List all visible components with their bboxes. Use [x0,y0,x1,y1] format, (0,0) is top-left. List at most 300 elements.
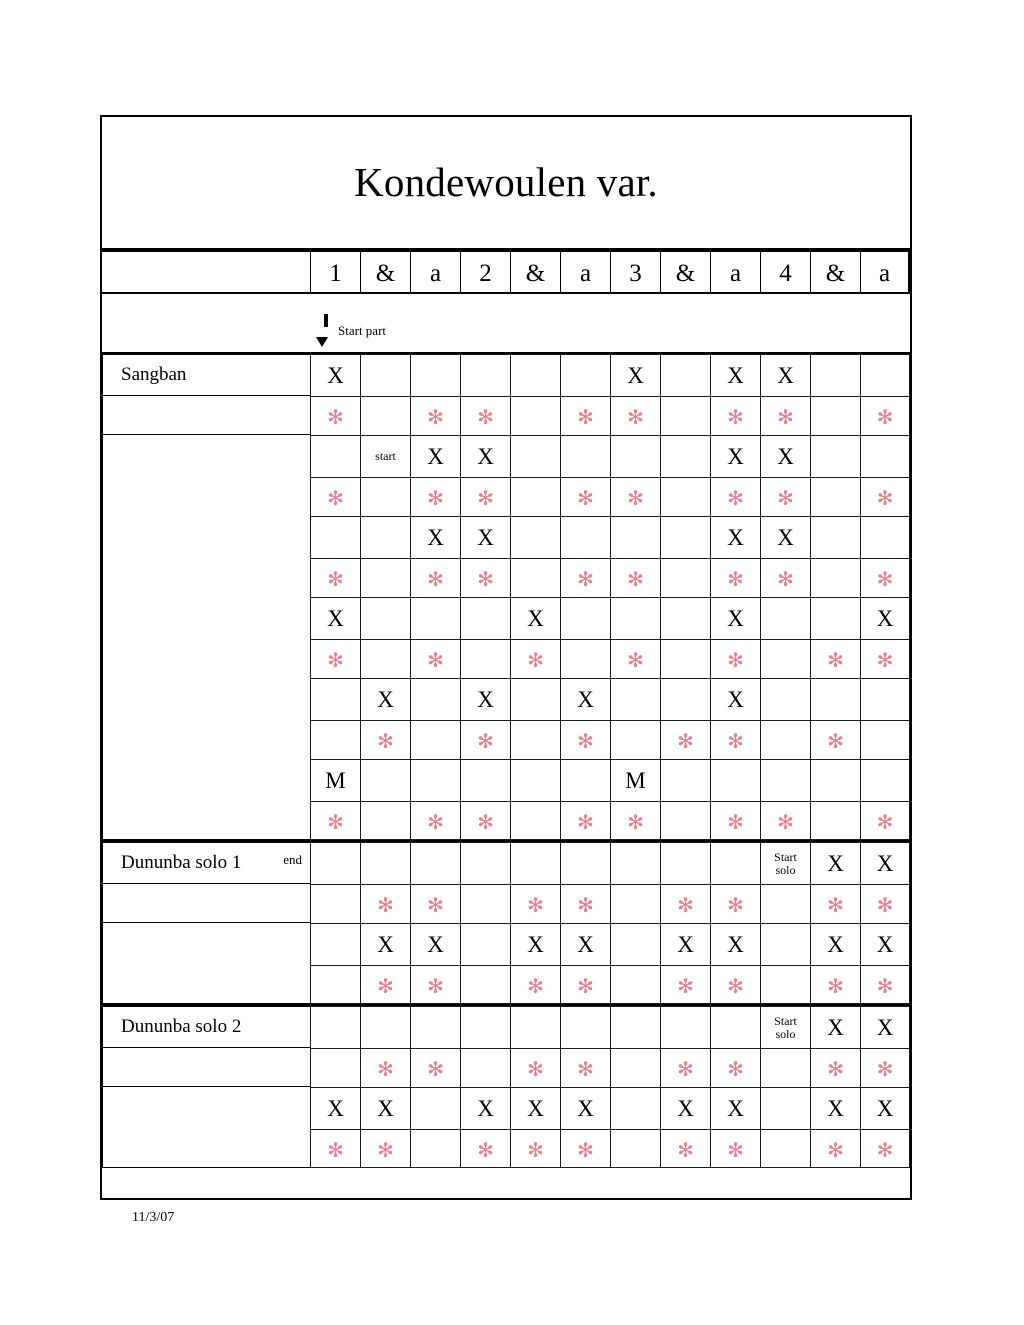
empty-cell [860,759,910,801]
empty-cell [410,720,460,759]
empty-cell [310,678,360,720]
hit-mark: X [727,363,744,388]
asterisk-mark: ✻ [577,975,594,998]
empty-cell [760,1087,810,1129]
hit-cell [460,516,510,558]
muted-mark: M [325,768,346,793]
hit-cell [860,1087,910,1129]
asterisk-mark: ✻ [477,811,494,834]
empty-cell [610,597,660,639]
asterisk-cell [360,720,410,759]
asterisk-cell [410,477,460,516]
asterisk-mark: ✻ [577,407,594,429]
hit-mark: X [577,1096,594,1121]
asterisk-mark: ✻ [827,1139,844,1162]
start-solo-line-1: Start [774,849,797,864]
asterisk-mark: ✻ [677,1059,694,1081]
asterisk-cell [460,477,510,516]
asterisk-cell [610,396,660,435]
empty-cell [760,759,810,801]
empty-cell [810,435,860,477]
beat-header-cells [310,250,910,294]
asterisk-mark: ✻ [777,407,794,429]
asterisk-mark: ✻ [727,407,744,429]
empty-cell [560,435,610,477]
asterisk-mark: ✻ [477,1139,494,1162]
empty-cell [510,842,560,884]
empty-cell [660,639,710,678]
empty-cell [860,720,910,759]
empty-cell [560,1006,610,1048]
empty-cell [560,354,610,396]
asterisk-cell [860,965,910,1004]
hit-cell [360,923,410,965]
start-note-cell [360,435,410,477]
empty-cell [610,1087,660,1129]
empty-cell [310,842,360,884]
asterisk-mark: ✻ [727,975,744,998]
empty-cell [360,639,410,678]
hit-mark: X [377,687,394,712]
asterisk-cell [560,965,610,1004]
hit-cell [710,435,760,477]
empty-cell [360,558,410,597]
asterisk-cell [560,1048,610,1087]
empty-cell [360,759,410,801]
asterisk-mark: ✻ [427,650,444,672]
muted-mark: M [625,768,646,793]
empty-cell [560,759,610,801]
empty-cell [660,842,710,884]
asterisk-cell [860,1129,910,1168]
asterisk-mark: ✻ [677,895,694,917]
asterisk-cell [760,801,810,840]
asterisk-cell [560,884,610,923]
empty-cell [360,396,410,435]
section-rows [310,923,910,1004]
asterisk-mark: ✻ [677,731,694,753]
asterisk-mark: ✻ [876,650,894,672]
asterisk-mark: ✻ [377,1059,394,1081]
asterisk-mark: ✻ [876,1059,894,1081]
empty-cell [760,923,810,965]
beat-header-cell: a [710,250,760,294]
start-solo-label [774,1015,797,1040]
empty-cell [610,1006,660,1048]
hit-cell [810,1006,860,1048]
section-name-label: Dununba solo 1 [102,842,310,884]
asterisk-cell [810,884,860,923]
section-name-row [102,842,910,884]
empty-cell [660,354,710,396]
empty-cell [410,354,460,396]
section-name-row [102,1006,910,1048]
asterisk-cell [860,558,910,597]
asterisk-mark: ✻ [727,650,744,672]
empty-cell [460,639,510,678]
notation-row [310,965,910,1004]
notation-row [310,923,910,965]
hit-cell [710,516,760,558]
empty-cell [310,965,360,1004]
empty-cell [810,396,860,435]
hit-cell [710,1087,760,1129]
empty-cell [660,516,710,558]
empty-cell [610,1129,660,1168]
notation-row [310,720,910,759]
asterisk-cell [810,965,860,1004]
empty-cell [310,516,360,558]
empty-cell [310,884,360,923]
asterisk-mark: ✻ [427,1059,444,1081]
empty-cell [610,884,660,923]
empty-cell [810,516,860,558]
asterisk-mark: ✻ [727,1139,744,1162]
beat-header-cell: & [510,250,560,294]
empty-cell [360,842,410,884]
empty-cell [610,678,660,720]
empty-cell [560,597,610,639]
section-tall-label [102,923,310,1004]
empty-cell [360,516,410,558]
empty-cell [410,1006,460,1048]
hit-cell [860,597,910,639]
asterisk-mark: ✻ [876,1139,894,1162]
asterisk-mark: ✻ [477,407,494,429]
empty-cell [760,597,810,639]
hit-mark: X [377,932,394,957]
hit-mark: X [427,932,444,957]
empty-cell [510,477,560,516]
hit-mark: X [577,687,594,712]
asterisk-cell [710,477,760,516]
hit-mark: X [727,606,744,631]
asterisk-mark: ✻ [327,488,344,510]
empty-cell [860,516,910,558]
hit-cell [410,435,460,477]
asterisk-cell [310,801,360,840]
asterisk-mark: ✻ [377,975,394,998]
notation-row [310,1087,910,1129]
section-tall-label [102,1087,310,1168]
notation-row [310,477,910,516]
asterisk-cell [710,558,760,597]
hit-mark: X [477,687,494,712]
section [102,840,910,1004]
asterisk-cell [710,639,760,678]
asterisk-mark: ✻ [377,731,394,753]
beat-header-cell: a [560,250,610,294]
hit-cell [660,923,710,965]
hit-mark: X [477,1096,494,1121]
empty-cell [560,639,610,678]
hit-mark: X [827,1096,844,1121]
hit-mark: X [627,363,644,388]
notation-row [310,396,910,435]
asterisk-mark: ✻ [577,488,594,510]
asterisk-mark: ✻ [827,650,844,672]
hit-cell [860,842,910,884]
hit-mark: X [727,1096,744,1121]
asterisk-mark: ✻ [327,650,344,672]
notation-row [310,354,910,396]
asterisk-mark: ✻ [377,1139,394,1162]
section-row-stack [102,1087,910,1168]
asterisk-cell [860,1048,910,1087]
asterisk-mark: ✻ [577,569,594,591]
empty-cell [610,842,660,884]
empty-cell [610,516,660,558]
notation-row [310,678,910,720]
asterisk-cell [410,965,460,1004]
hit-cell [560,1087,610,1129]
asterisk-cell [410,884,460,923]
empty-cell [510,801,560,840]
beat-header-cell: a [410,250,460,294]
section-rows [310,435,910,840]
asterisk-cell [410,801,460,840]
hit-cell [710,923,760,965]
section-rows [310,1087,910,1168]
asterisk-mark: ✻ [527,1139,544,1162]
asterisk-mark: ✻ [777,811,794,834]
notation-row [310,1048,910,1087]
empty-cell [310,1006,360,1048]
section-name-row [102,354,910,396]
empty-cell [760,1048,810,1087]
asterisk-mark: ✻ [727,1059,744,1081]
beat-header-cell: 1 [310,250,360,294]
asterisk-cell [660,1129,710,1168]
start-solo-line-2: solo [775,862,796,877]
hit-cell [460,678,510,720]
asterisk-mark: ✻ [827,1059,844,1081]
asterisk-mark: ✻ [627,488,644,510]
empty-cell [510,396,560,435]
hit-mark: X [727,525,744,550]
empty-cell [760,678,810,720]
asterisk-mark: ✻ [477,488,494,510]
empty-cell [560,842,610,884]
notation-row [310,1006,910,1048]
empty-cell [810,678,860,720]
asterisk-cell [360,884,410,923]
empty-cell [360,354,410,396]
hit-cell [610,354,660,396]
asterisk-mark: ✻ [827,895,844,917]
asterisk-cell [760,477,810,516]
notation-row [310,435,910,477]
hit-mark: X [327,1096,344,1121]
asterisk-cell [810,639,860,678]
start-note-label: start [375,449,396,464]
empty-cell [860,435,910,477]
empty-cell [510,435,560,477]
empty-cell [410,1087,460,1129]
asterisk-mark: ✻ [677,975,694,998]
hit-mark: X [527,932,544,957]
empty-cell [410,597,460,639]
empty-cell [760,639,810,678]
asterisk-mark: ✻ [777,488,794,510]
asterisk-cell [810,1129,860,1168]
empty-cell [810,558,860,597]
asterisk-mark: ✻ [876,488,894,510]
hit-mark: X [477,444,494,469]
empty-cell [660,1006,710,1048]
asterisk-cell [560,1129,610,1168]
section-sub-label [102,396,310,435]
hit-cell [860,923,910,965]
asterisk-mark: ✻ [677,1139,694,1162]
hit-cell [810,842,860,884]
empty-cell [460,354,510,396]
asterisk-mark: ✻ [477,569,494,591]
asterisk-mark: ✻ [577,731,594,753]
empty-cell [460,842,510,884]
empty-cell [410,842,460,884]
asterisk-cell [360,1129,410,1168]
title-band [102,117,910,250]
beat-header-label [102,250,310,292]
asterisk-mark: ✻ [577,1139,594,1162]
hit-cell [710,597,760,639]
down-arrow-icon [320,314,332,338]
asterisk-cell [460,396,510,435]
empty-cell [760,965,810,1004]
empty-cell [860,678,910,720]
asterisk-mark: ✻ [577,895,594,917]
asterisk-cell [410,1048,460,1087]
hit-mark: X [527,1096,544,1121]
empty-cell [410,1129,460,1168]
hit-mark: X [327,363,344,388]
asterisk-cell [760,558,810,597]
empty-cell [410,678,460,720]
end-annotation: end [283,852,302,867]
notation-row [310,558,910,597]
asterisk-mark: ✻ [876,895,894,917]
beat-header-cell: & [660,250,710,294]
asterisk-cell [560,396,610,435]
notation-row [310,597,910,639]
asterisk-mark: ✻ [427,811,444,834]
hit-cell [460,1087,510,1129]
section-row-stack [102,923,910,1004]
muted-cell [310,759,360,801]
notation-row [310,842,910,884]
asterisk-mark: ✻ [327,569,344,591]
asterisk-mark: ✻ [527,975,544,998]
section [102,1004,910,1168]
hit-mark: X [727,444,744,469]
asterisk-mark: ✻ [627,811,644,834]
start-part-label: Start part [338,323,387,338]
empty-cell [360,477,410,516]
asterisk-cell [760,396,810,435]
asterisk-mark: ✻ [527,1059,544,1081]
empty-cell [410,759,460,801]
date-stamp: 11/3/07 [132,1210,175,1225]
asterisk-cell [510,1129,560,1168]
empty-cell [760,720,810,759]
asterisk-cell [460,801,510,840]
empty-cell [610,720,660,759]
empty-cell [460,884,510,923]
empty-cell [760,884,810,923]
section-name-label: Sangban [102,354,310,396]
empty-cell [860,354,910,396]
asterisk-mark: ✻ [876,407,894,429]
hit-cell [710,354,760,396]
asterisk-cell [860,884,910,923]
hit-cell [360,1087,410,1129]
empty-cell [360,801,410,840]
asterisk-cell [460,720,510,759]
empty-cell [610,965,660,1004]
empty-cell [610,923,660,965]
hit-mark: X [876,1096,894,1121]
hit-cell [760,435,810,477]
hit-cell [760,516,810,558]
hit-mark: X [677,932,694,957]
notation-row [310,516,910,558]
section-sub-label [102,1048,310,1087]
hit-cell [410,516,460,558]
asterisk-cell [560,801,610,840]
asterisk-cell [660,884,710,923]
hit-cell [410,923,460,965]
asterisk-mark: ✻ [377,895,394,917]
asterisk-mark: ✻ [627,650,644,672]
empty-cell [660,801,710,840]
notation-row [310,1129,910,1168]
asterisk-mark: ✻ [827,731,844,753]
asterisk-mark: ✻ [627,407,644,429]
empty-cell [460,1006,510,1048]
asterisk-cell [560,477,610,516]
hit-cell [310,1087,360,1129]
muted-cell [610,759,660,801]
asterisk-mark: ✻ [327,811,344,834]
hit-cell [760,354,810,396]
hit-mark: X [876,606,894,631]
empty-cell [810,597,860,639]
asterisk-cell [360,965,410,1004]
hit-mark: X [677,1096,694,1121]
asterisk-mark: ✻ [876,569,894,591]
hit-mark: X [827,932,844,957]
empty-cell [310,435,360,477]
section-name-label: Dununba solo 2 [102,1006,310,1048]
hit-mark: X [727,932,744,957]
section-sub-label [102,884,310,923]
asterisk-cell [510,884,560,923]
empty-cell [510,1006,560,1048]
asterisk-cell [360,1048,410,1087]
hit-mark: X [427,444,444,469]
empty-cell [510,558,560,597]
asterisk-cell [860,396,910,435]
hit-cell [510,1087,560,1129]
start-part-band [102,294,910,354]
asterisk-cell [410,639,460,678]
hit-cell [660,1087,710,1129]
asterisk-mark: ✻ [727,731,744,753]
empty-cell [510,516,560,558]
empty-cell [660,597,710,639]
hit-cell [810,1087,860,1129]
